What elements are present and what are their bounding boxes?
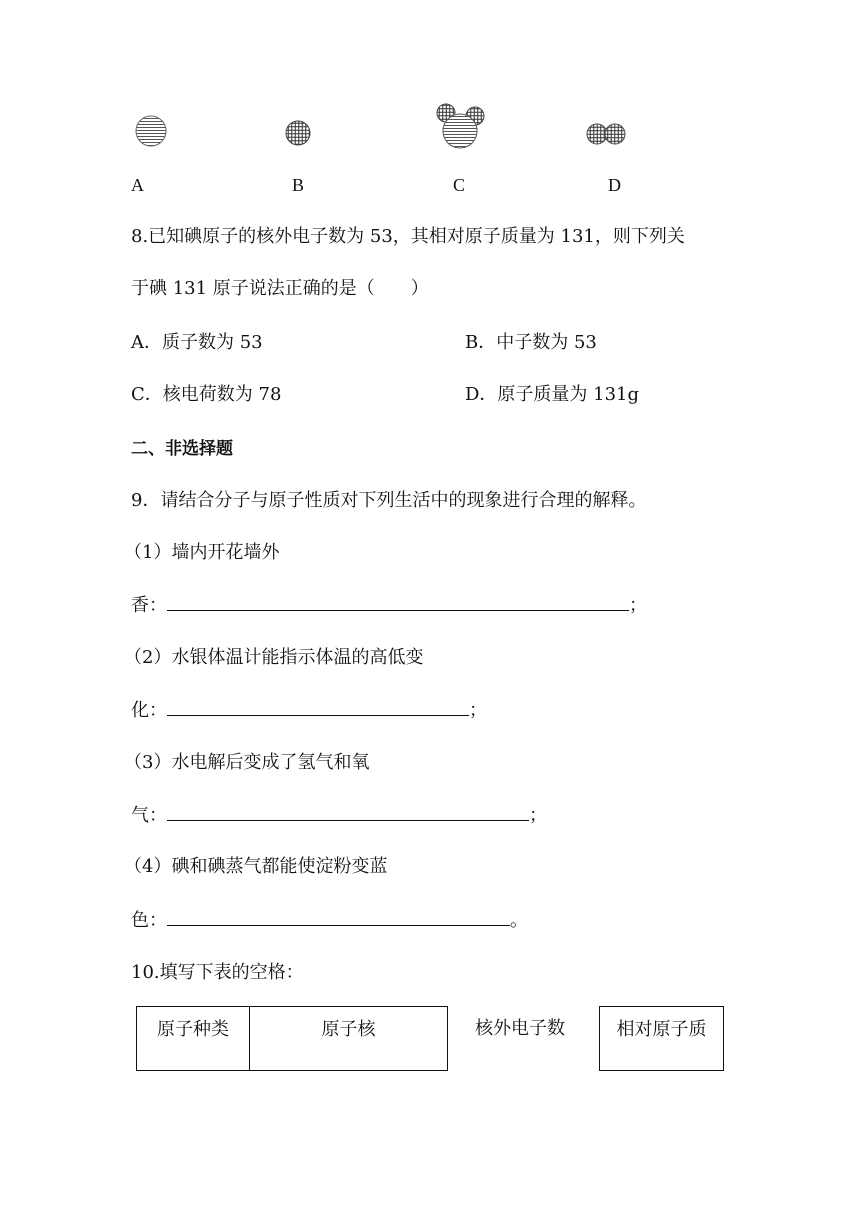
horizontal-stripe-atom-icon xyxy=(134,114,168,148)
q9-stem: 9．请结合分子与原子性质对下列生活中的现象进行合理的解释。 xyxy=(131,490,647,511)
grid-atom-icon xyxy=(283,118,313,148)
molecule-label-b: B xyxy=(292,175,305,195)
section-heading: 二、非选择题 xyxy=(131,439,233,459)
molecule-label-a: A xyxy=(131,175,144,195)
q8-option-d[interactable]: D．原子质量为 131g xyxy=(465,384,640,405)
molecule-d xyxy=(585,122,629,151)
q9-item1-end: ； xyxy=(629,595,647,616)
table-header-relative-mass: 相对原子质 xyxy=(599,1006,724,1071)
q9-item3-prompt: （3）水电解后变成了氢气和氧 xyxy=(124,752,370,773)
q9-item1-blank[interactable] xyxy=(167,592,629,611)
q9-item2-prompt: （2）水银体温计能指示体温的高低变 xyxy=(124,647,424,668)
q8-option-a[interactable]: A．质子数为 53 xyxy=(131,332,263,353)
q9-item4-blank[interactable] xyxy=(167,907,510,926)
q9-item1-answer xyxy=(131,591,647,617)
q9-item4-answer xyxy=(131,906,528,932)
q8-option-c[interactable]: C．核电荷数为 78 xyxy=(131,384,282,405)
q9-item4-prompt: （4）碘和碘蒸气都能使淀粉变蓝 xyxy=(124,856,388,877)
q9-item4-lead: 色： xyxy=(131,910,167,931)
molecule-b xyxy=(283,118,313,153)
table-header-electrons: 核外电子数 xyxy=(475,1018,565,1039)
table-header-nucleus: 原子核 xyxy=(249,1006,448,1071)
q8-stem-line1: 8.已知碘原子的核外电子数为 53，其相对原子质量为 131，则下列关 xyxy=(131,226,685,247)
q9-item2-lead: 化： xyxy=(131,700,167,721)
q9-item2-answer xyxy=(131,696,487,722)
q8-option-b[interactable]: B．中子数为 53 xyxy=(465,332,597,353)
q9-item2-end: ； xyxy=(469,700,487,721)
q9-item3-blank[interactable] xyxy=(167,802,529,821)
q9-item1-prompt: （1）墙内开花墙外 xyxy=(124,542,280,563)
table-header-atom-type: 原子种类 xyxy=(136,1006,250,1071)
triatomic-molecule-icon xyxy=(434,100,488,152)
molecule-a xyxy=(134,114,168,153)
molecule-c xyxy=(434,100,488,157)
q9-item1-lead: 香： xyxy=(131,595,167,616)
diatomic-molecule-icon xyxy=(585,122,629,146)
molecule-label-c: C xyxy=(453,175,466,195)
q8-stem-line2: 于碘 131 原子说法正确的是（ ） xyxy=(131,278,429,299)
q9-item2-blank[interactable] xyxy=(167,697,469,716)
molecule-label-d: D xyxy=(608,175,621,195)
q9-item3-end: ； xyxy=(529,805,547,826)
q9-item3-answer xyxy=(131,801,547,827)
q10-stem: 10.填写下表的空格： xyxy=(131,962,304,983)
q9-item4-end: 。 xyxy=(510,910,528,931)
q9-item3-lead: 气： xyxy=(131,805,167,826)
